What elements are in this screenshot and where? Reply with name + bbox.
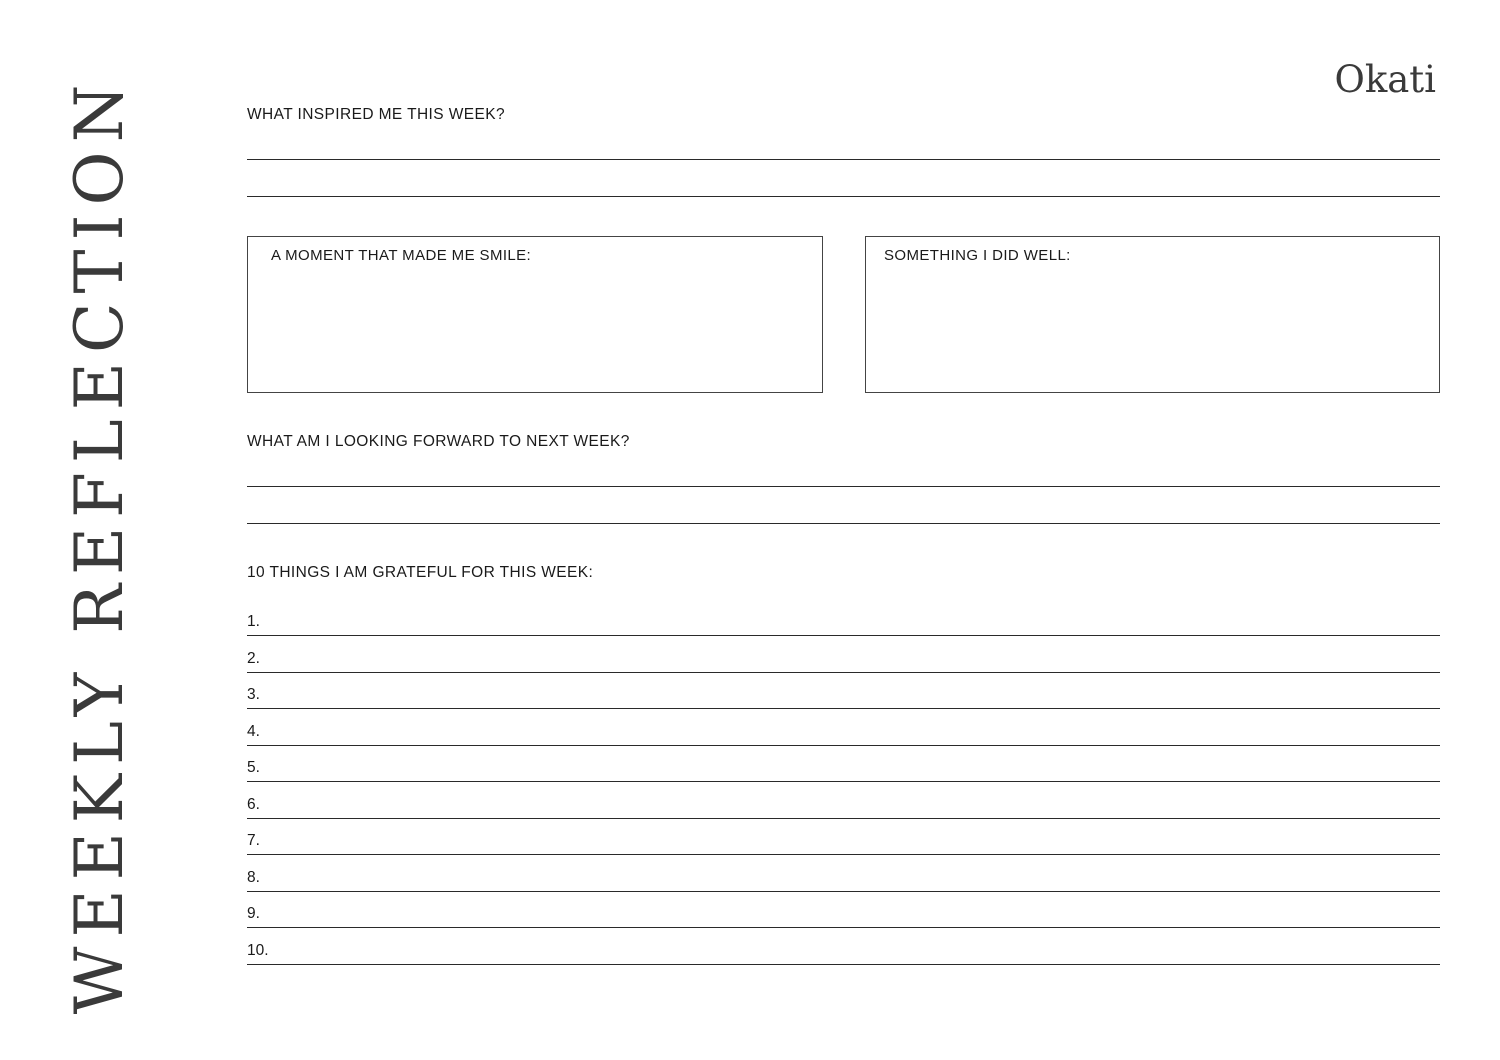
gratitude-number: 8. xyxy=(247,869,260,886)
smile-box[interactable] xyxy=(247,236,823,393)
gratitude-number: 2. xyxy=(247,650,260,667)
gratitude-row[interactable] xyxy=(247,783,1440,819)
gratitude-row[interactable] xyxy=(247,637,1440,673)
gratitude-row[interactable] xyxy=(247,856,1440,892)
gratitude-number: 6. xyxy=(247,796,260,813)
gratitude-row[interactable] xyxy=(247,600,1440,636)
inspired-line-1[interactable] xyxy=(247,159,1440,160)
gratitude-number: 5. xyxy=(247,759,260,776)
gratitude-row[interactable] xyxy=(247,710,1440,746)
looking-forward-line-2[interactable] xyxy=(247,523,1440,524)
gratitude-row[interactable] xyxy=(247,746,1440,782)
gratitude-row[interactable] xyxy=(247,673,1440,709)
looking-forward-prompt: WHAT AM I LOOKING FORWARD TO NEXT WEEK? xyxy=(247,433,630,450)
looking-forward-line-1[interactable] xyxy=(247,486,1440,487)
smile-box-label: A MOMENT THAT MADE ME SMILE: xyxy=(271,247,532,264)
page-title: WEEKLY REFLECTION xyxy=(61,75,138,1015)
gratitude-row[interactable] xyxy=(247,819,1440,855)
gratitude-number: 3. xyxy=(247,686,260,703)
inspired-prompt: WHAT INSPIRED ME THIS WEEK? xyxy=(247,106,505,123)
gratitude-row[interactable] xyxy=(247,929,1440,965)
gratitude-number: 1. xyxy=(247,613,260,630)
inspired-line-2[interactable] xyxy=(247,196,1440,197)
gratitude-number: 7. xyxy=(247,832,260,849)
did-well-box-label: SOMETHING I DID WELL: xyxy=(884,247,1071,264)
gratitude-number: 9. xyxy=(247,905,260,922)
gratitude-row[interactable] xyxy=(247,892,1440,928)
gratitude-number: 4. xyxy=(247,723,260,740)
grateful-prompt: 10 THINGS I AM GRATEFUL FOR THIS WEEK: xyxy=(247,564,594,581)
brand-logo: Okati xyxy=(1334,58,1436,101)
did-well-box[interactable] xyxy=(865,236,1440,393)
gratitude-number: 10. xyxy=(247,942,269,959)
